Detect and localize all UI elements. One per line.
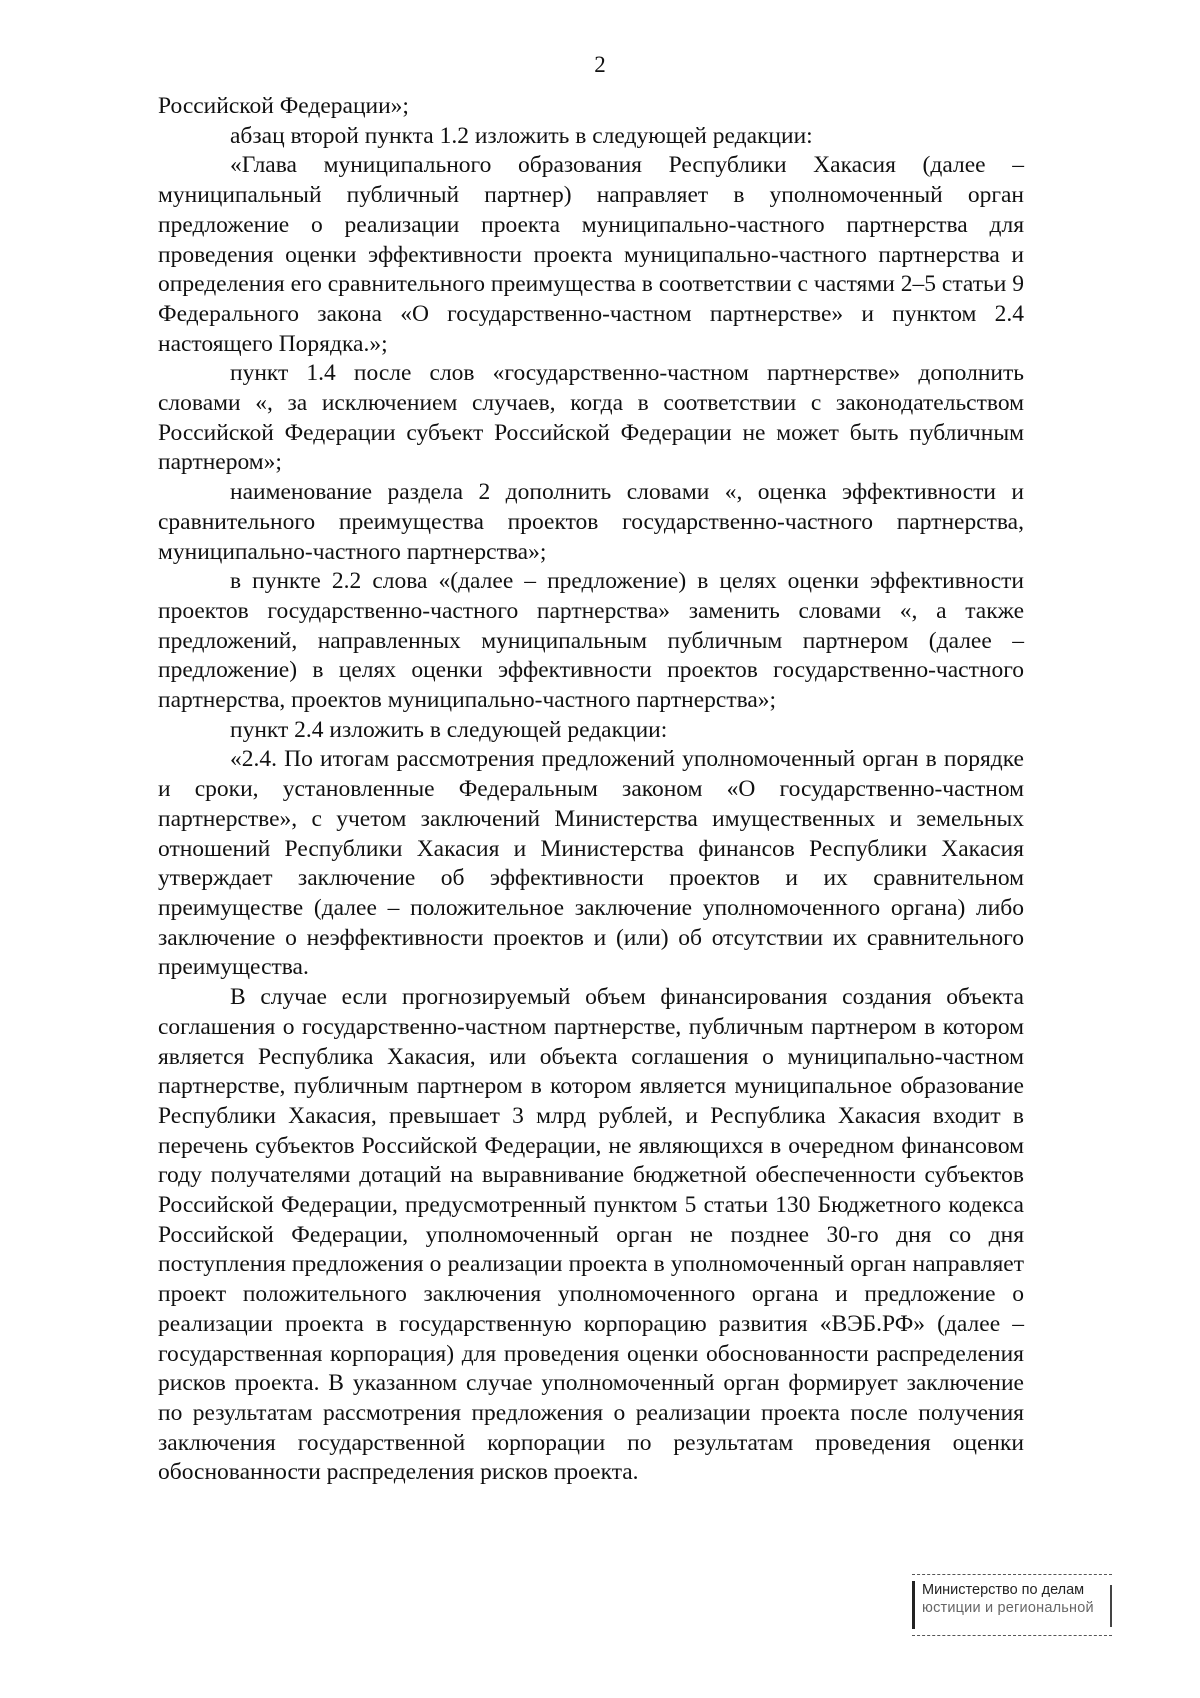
paragraph: пункт 2.4 изложить в следующей редакции:: [230, 716, 668, 743]
paragraph: Российской Федерации»;: [158, 93, 409, 119]
paragraph: в пункте 2.2 слова «(далее – предложение) в целях оценки эффективности проектов государственно-частного партнерства» заменить словами «, а также предложений, направленных муниципальным публичным партнером (далее – предложение) в целях оценки эффективности проектов государственно-частного партнерства, проектов муниципально-частного партнерства»;: [158, 568, 1024, 714]
stamp-border-right: [1110, 1585, 1112, 1627]
stamp-border-left: [912, 1581, 915, 1629]
paragraph: «Глава муниципального образования Республики Хакасия (далее – муниципальный публичный партнер) направляет в уполномоченный орган предложение о реализации проекта муниципально-частного партнерства для проведения оценки эффективности проекта муниципально-частного партнерства и определения его сравнительного преимущества в соответствии с частями 2–5 статьи 9 Федерального закона «О государственно-частном партнерстве» и пунктом 2.4 настоящего Порядка.»;: [158, 152, 1024, 357]
document-body: [158, 92, 1024, 1488]
paragraph: В случае если прогнозируемый объем финансирования создания объекта соглашения о государственно-частном партнерстве, публичным партнером в котором является Республика Хакасия, или объекта соглашения о муниципально-частном партнерстве, публичным партнером в котором является муниципальное образование Республики Хакасия, превышает 3 млрд рублей, и Республика Хакасия входит в перечень субъектов Российской Федерации, не являющихся в очередном финансовом году получателями дотаций на выравнивание бюджетной обеспеченности субъектов Российской Федерации, предусмотренный пунктом 5 статьи 130 Бюджетного кодекса Российской Федерации, уполномоченный орган не позднее 30-го дня со дня поступления предложения о реализации проекта в уполномоченный орган направляет проект положительного заключения уполномоченного органа и предложение о реализации проекта в государственную корпорацию развития «ВЭБ.РФ» (далее – государственная корпорация) для проведения оценки обоснованности распределения рисков проекта. В указанном случае уполномоченный орган формирует заключение по результатам рассмотрения предложения о реализации проекта после получения заключения государственной корпорации по результатам проведения оценки обоснованности распределения рисков проекта.: [158, 984, 1024, 1486]
paragraph: абзац второй пункта 1.2 изложить в следующей редакции:: [230, 122, 813, 149]
page-number: 2: [594, 52, 606, 77]
paragraph: «2.4. По итогам рассмотрения предложений уполномоченный орган в порядке и сроки, установленные Федеральным законом «О государственно-частном партнерстве», с учетом заключений Министерства имущественных и земельных отношений Республики Хакасия и Министерства финансов Республики Хакасия утверждает заключение об эффективности проектов и их сравнительном преимуществе (далее – положительное заключение уполномоченного органа) либо заключение о неэффективности проектов и (или) об отсутствии их сравнительного преимущества.: [158, 746, 1024, 981]
stamp-line-2: юстиции и региональной: [922, 1600, 1094, 1616]
paragraph: наименование раздела 2 дополнить словами «, оценка эффективности и сравнительного преимущества проектов государственно-частного партнерства, муниципально-частного партнерства»;: [158, 479, 1024, 565]
registration-stamp: [912, 1574, 1112, 1636]
stamp-line-1: Министерство по делам: [922, 1582, 1085, 1598]
paragraph: пункт 1.4 после слов «государственно-частном партнерстве» дополнить словами «, за исключением случаев, когда в соответствии с законодательством Российской Федерации субъект Российской Федерации не может быть публичным партнером»;: [158, 360, 1024, 476]
